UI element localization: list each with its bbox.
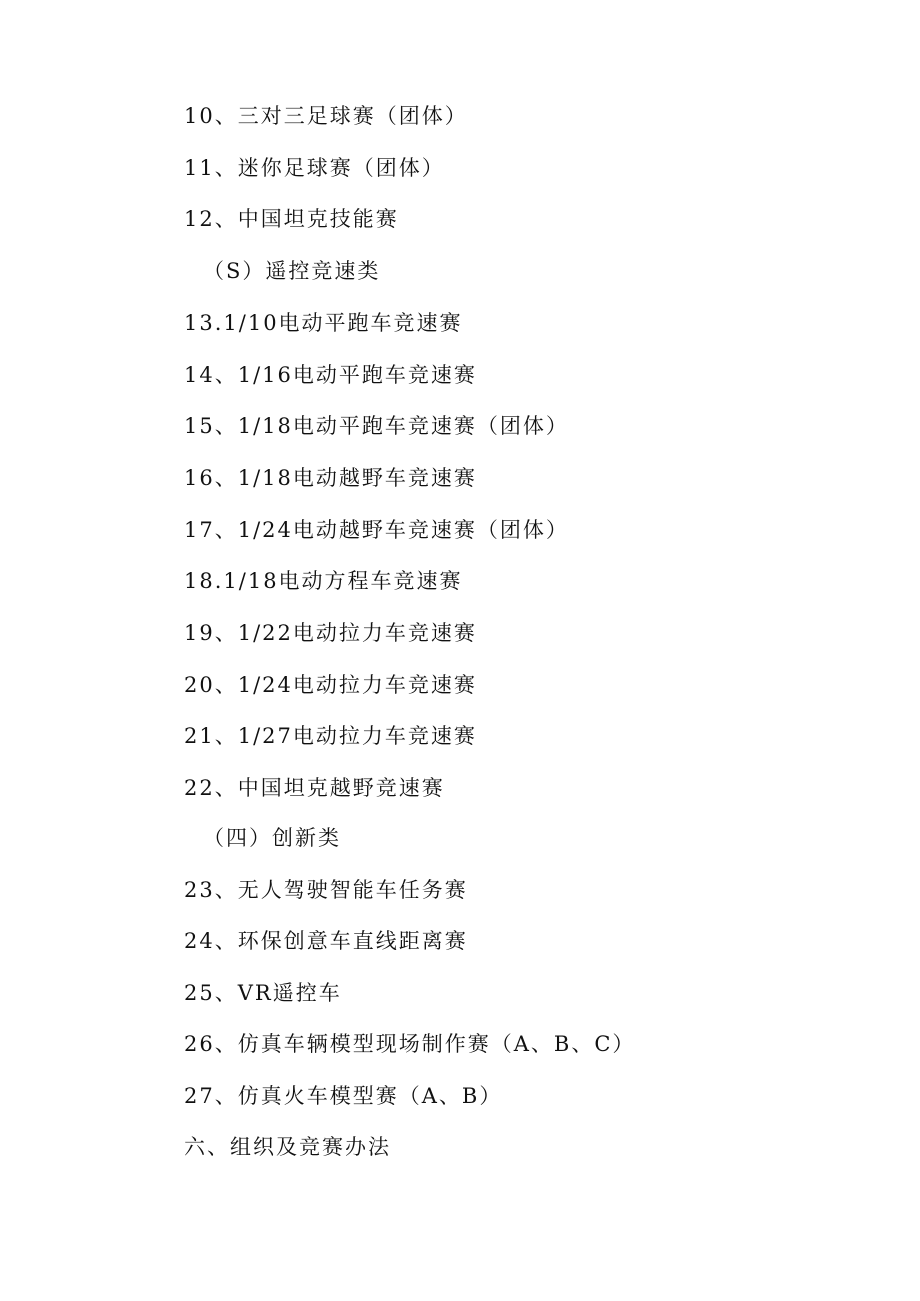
event-item-27: 27、仿真火车模型赛（A、B） (184, 1084, 503, 1108)
event-item-12: 12、中国坦克技能赛 (184, 207, 399, 231)
event-item-17: 17、1/24电动越野车竞速赛（团体） (184, 518, 569, 542)
event-item-13: 13.1/10电动平跑车竞速赛 (184, 311, 463, 335)
event-item-14: 14、1/16电动平跑车竞速赛 (184, 363, 477, 387)
section-heading-innovation: （四）创新类 (203, 826, 341, 850)
event-item-24: 24、环保创意车直线距离赛 (184, 929, 468, 953)
event-item-11: 11、迷你足球赛（团体） (184, 156, 445, 180)
event-item-23: 23、无人驾驶智能车任务赛 (184, 878, 468, 902)
event-item-25: 25、VR遥控车 (184, 981, 342, 1005)
event-item-26: 26、仿真车辆模型现场制作赛（A、B、C） (184, 1032, 636, 1056)
event-item-10: 10、三对三足球赛（团体） (184, 104, 468, 128)
event-item-22: 22、中国坦克越野竞速赛 (184, 776, 445, 800)
event-item-21: 21、1/27电动拉力车竞速赛 (184, 724, 477, 748)
event-item-19: 19、1/22电动拉力车竞速赛 (184, 621, 477, 645)
event-item-16: 16、1/18电动越野车竞速赛 (184, 466, 477, 490)
event-item-18: 18.1/18电动方程车竞速赛 (184, 569, 463, 593)
event-item-15: 15、1/18电动平跑车竞速赛（团体） (184, 414, 569, 438)
section-heading-organization: 六、组织及竞赛办法 (184, 1135, 391, 1159)
section-heading-remote-racing: （S）遥控竞速类 (203, 259, 381, 283)
event-item-20: 20、1/24电动拉力车竞速赛 (184, 673, 477, 697)
